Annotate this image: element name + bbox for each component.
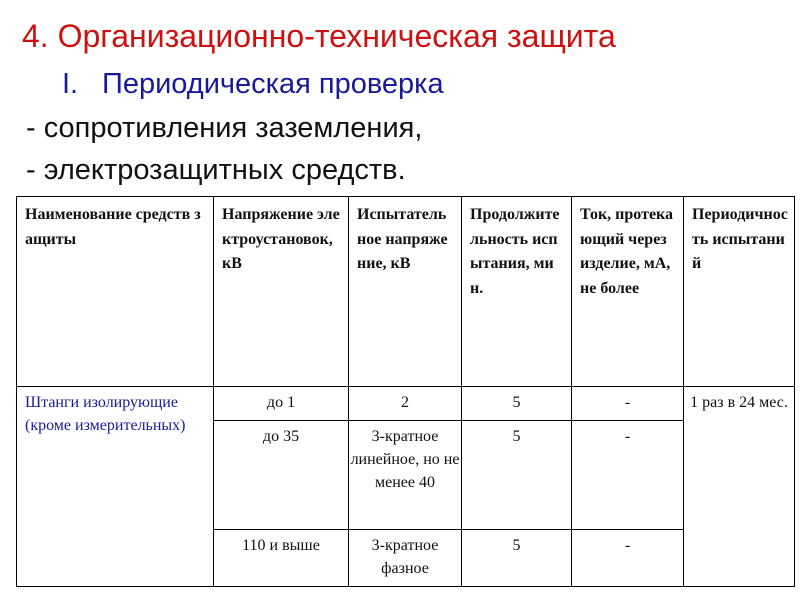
current-cell: - [572, 421, 684, 530]
duration-cell: 5 [462, 530, 572, 587]
test-voltage-cell: 3-кратное линейное, но не менее 40 [349, 421, 462, 530]
test-voltage-cell: 3-кратное фазное [349, 530, 462, 587]
header-cell-current: Ток, протекающий через изделие, мА, не более [572, 197, 684, 387]
bullet-line-grounding: - сопротивления заземления, [26, 112, 423, 144]
header-cell-duration: Продолжительность испытания, мин. [462, 197, 572, 387]
header-cell-test-voltage: Испытательное напряжение, кВ [349, 197, 462, 387]
duration-cell: 5 [462, 387, 572, 421]
table-row [17, 387, 795, 421]
header-cell-name: Наименование средств защиты [17, 197, 214, 387]
subtitle-text: Периодическая проверка [102, 68, 444, 100]
duration-cell: 5 [462, 421, 572, 530]
bullet-line-protective-means: - электрозащитных средств. [26, 154, 406, 186]
current-cell: - [572, 530, 684, 587]
voltage-cell: до 35 [214, 421, 349, 530]
current-cell: - [572, 387, 684, 421]
slide-subtitle [62, 68, 444, 101]
subtitle-number: I. [62, 68, 79, 100]
voltage-cell: 110 и выше [214, 530, 349, 587]
voltage-cell: до 1 [214, 387, 349, 421]
protection-test-table [16, 196, 795, 587]
header-cell-voltage: Напряжение электроустановок, кВ [214, 197, 349, 387]
item-name-cell: Штанги изолирующие (кроме измерительных) [17, 387, 214, 587]
slide-title: 4. Организационно-техническая защита [22, 18, 616, 54]
periodicity-cell: 1 раз в 24 мес. [684, 387, 795, 587]
header-cell-periodicity: Периодичность испытаний [684, 197, 795, 387]
table-header-row [17, 197, 795, 387]
test-voltage-cell: 2 [349, 387, 462, 421]
